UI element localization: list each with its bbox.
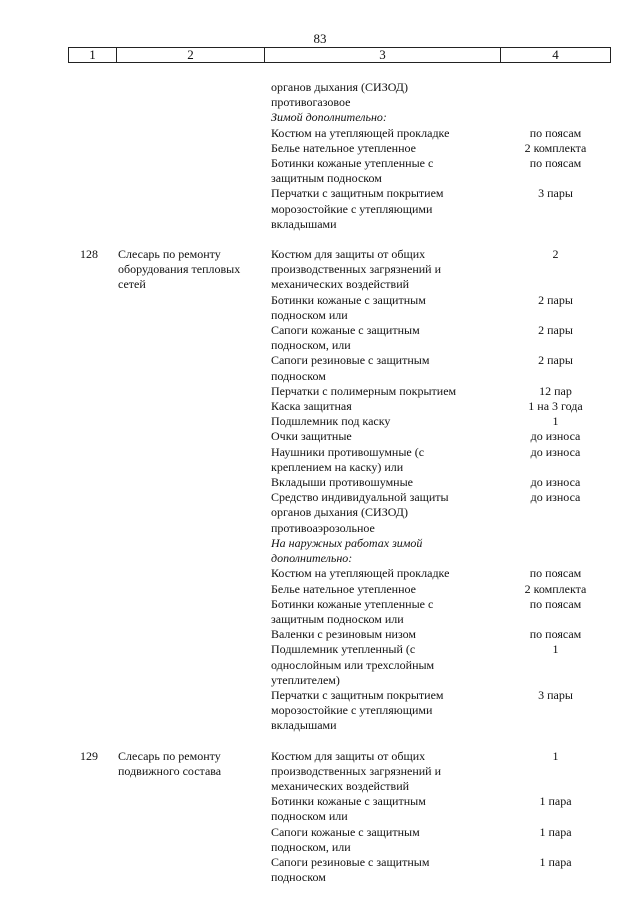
ppe-item-line: защитным подноском [271,171,382,186]
table-row [68,110,611,125]
table-header [68,47,611,63]
table-row [68,825,611,855]
item-group [68,749,611,886]
ppe-item-quantity: 1 [552,642,559,657]
ppe-item-line: Костюм для защиты от общих [271,748,426,763]
ppe-item-line: Средство индивидуальной защиты [271,490,449,505]
ppe-item-name [268,582,500,597]
ppe-item-name [268,293,500,323]
ppe-item-line: Валенки с резиновым низом [271,627,417,642]
table-row [68,490,611,536]
ppe-item-line: На наружных работах зимой [271,535,423,550]
table-row [68,247,611,293]
table-row [68,293,611,323]
table-row [68,582,611,597]
table-row [68,141,611,156]
ppe-item-line: Сапоги резиновые с защитным [271,353,430,368]
ppe-item-quantity: по поясам [529,627,582,642]
ppe-item-name [268,855,500,885]
table-row [68,445,611,475]
ppe-item-line: Белье нательное утепленное [271,140,416,155]
page-number: 83 [313,31,327,46]
ppe-item-name [268,141,500,156]
ppe-item-line: Каска защитная [271,399,352,414]
table-row [68,855,611,885]
ppe-item-name [268,414,500,429]
ppe-item-line: защитным подноском или [271,611,404,626]
ppe-item-name [268,566,500,581]
ppe-item-name [268,642,500,688]
ppe-item-line: морозостойкие с утепляющими [271,703,433,718]
ppe-item-line: Перчатки с защитным покрытием [271,687,444,702]
ppe-item-line: Сапоги кожаные с защитным [271,824,420,839]
ppe-item-name [268,323,500,353]
ppe-item-quantity: 1 на 3 года [528,399,583,414]
ppe-item-name [268,247,500,293]
ppe-item-name [268,126,500,141]
ppe-item-line: Подшлемник под каску [271,414,391,429]
ppe-item-line: утеплителем) [271,672,340,687]
ppe-item-line: Подшлемник утепленный (с [271,642,416,657]
header-col-2: 2 [117,48,265,62]
ppe-item-name [268,384,500,399]
ppe-item-line: подноском или [271,809,348,824]
table-row [68,429,611,444]
ppe-item-line: креплением на каску) или [271,459,404,474]
ppe-item-name [268,186,500,232]
ppe-item-line: Сапоги кожаные с защитным [271,323,420,338]
ppe-item-line: Перчатки с полимерным покрытием [271,383,457,398]
ppe-item-line: Ботинки кожаные утепленные с [271,156,434,171]
table-row [68,126,611,141]
profession-title-line: Слесарь по ремонту [118,247,221,262]
table-row [68,414,611,429]
item-group [68,80,611,232]
ppe-item-quantity: до износа [530,475,581,490]
ppe-item-line: Ботинки кожаные с защитным [271,794,426,809]
ppe-item-name [268,429,500,444]
table-row [68,688,611,734]
profession-title-line: Слесарь по ремонту [118,748,221,763]
ppe-item-quantity: 2 пары [538,353,573,368]
row-number: 129 [80,748,98,763]
table-row [68,597,611,627]
ppe-item-line: Костюм для защиты от общих [271,247,426,262]
ppe-item-line: Вкладыши противошумные [271,475,413,490]
ppe-item-name [268,490,500,536]
table-row [68,384,611,399]
table-row [68,536,611,566]
ppe-item-name [268,110,500,125]
ppe-item-quantity: 1 пара [539,854,572,869]
table-row [68,642,611,688]
table-row [68,627,611,642]
ppe-item-line: механических воздействий [271,778,410,793]
table-row [68,186,611,232]
ppe-item-quantity: 2 пары [538,292,573,307]
ppe-item-line: Ботинки кожаные утепленные с [271,596,434,611]
table-row [68,399,611,414]
ppe-item-quantity: 3 пары [538,186,573,201]
ppe-item-quantity: по поясам [529,596,582,611]
ppe-item-quantity: 1 пара [539,824,572,839]
ppe-item-name [268,80,500,110]
profession-title [116,749,268,779]
ppe-item-quantity: 1 [552,414,559,429]
ppe-item-quantity: 2 комплекта [524,581,587,596]
ppe-item-line: Костюм на утепляющей прокладке [271,566,450,581]
ppe-item-name [268,475,500,490]
ppe-item-name [268,597,500,627]
ppe-item-line: морозостойкие с утепляющими [271,201,433,216]
profession-title [116,247,268,293]
ppe-item-line: вкладышами [271,718,337,733]
ppe-item-quantity: 1 [552,748,559,763]
ppe-item-line: подноском [271,870,326,885]
ppe-item-line: Очки защитные [271,429,352,444]
table-row [68,353,611,383]
ppe-item-line: Наушники противошумные (с [271,444,425,459]
ppe-item-quantity: 1 пара [539,794,572,809]
header-col-4: 4 [552,47,559,62]
ppe-item-line: Перчатки с защитным покрытием [271,186,444,201]
ppe-item-quantity: 2 комплекта [524,140,587,155]
ppe-item-line: Ботинки кожаные с защитным [271,292,426,307]
ppe-item-line: противогазовое [271,95,351,110]
table-row [68,566,611,581]
table-row [68,475,611,490]
ppe-item-name [268,353,500,383]
ppe-item-quantity: по поясам [529,566,582,581]
ppe-item-name [268,749,500,795]
table-row [68,80,611,110]
ppe-item-name [268,688,500,734]
ppe-item-name [268,399,500,414]
ppe-item-line: подноском [271,368,326,383]
ppe-item-quantity: 2 пары [538,323,573,338]
ppe-item-line: подноском, или [271,839,351,854]
ppe-item-line: подноском, или [271,338,351,353]
profession-title-line: подвижного состава [118,763,222,778]
table-row [68,156,611,186]
header-col-1: 1 [69,48,117,62]
ppe-item-name [268,536,500,566]
profession-title-line: сетей [118,277,146,292]
table-body [68,80,611,885]
ppe-item-name [268,794,500,824]
ppe-item-quantity: 2 [552,247,559,262]
ppe-item-line: производственных загрязнений и [271,763,442,778]
table-row [68,323,611,353]
item-group [68,247,611,734]
ppe-item-line: Сапоги резиновые с защитным [271,854,430,869]
table-row [68,749,611,795]
header-col-3: 3 [265,48,501,62]
ppe-item-name [268,825,500,855]
row-number: 128 [80,247,98,262]
ppe-item-line: производственных загрязнений и [271,262,442,277]
ppe-item-name [268,156,500,186]
ppe-item-quantity: до износа [530,444,581,459]
ppe-item-line: противоаэрозольное [271,520,375,535]
ppe-item-name [268,445,500,475]
ppe-item-line: вкладышами [271,216,337,231]
profession-title-line: оборудования тепловых [118,262,241,277]
ppe-item-line: органов дыхания (СИЗОД) [271,80,408,94]
ppe-item-quantity: по поясам [529,125,582,140]
ppe-item-quantity: 3 пары [538,687,573,702]
ppe-item-quantity: до износа [530,429,581,444]
ppe-item-quantity: 12 пар [539,383,572,398]
ppe-item-line: подноском или [271,307,348,322]
ppe-item-line: дополнительно: [271,551,353,566]
ppe-item-line: Белье нательное утепленное [271,581,416,596]
ppe-item-line: Зимой дополнительно: [271,110,387,125]
ppe-item-quantity: по поясам [529,156,582,171]
ppe-item-line: органов дыхания (СИЗОД) [271,505,408,520]
ppe-item-line: механических воздействий [271,277,410,292]
ppe-item-line: Костюм на утепляющей прокладке [271,125,450,140]
ppe-item-quantity: до износа [530,490,581,505]
ppe-item-name [268,627,500,642]
ppe-item-line: однослойным или трехслойным [271,657,435,672]
table-row [68,794,611,824]
